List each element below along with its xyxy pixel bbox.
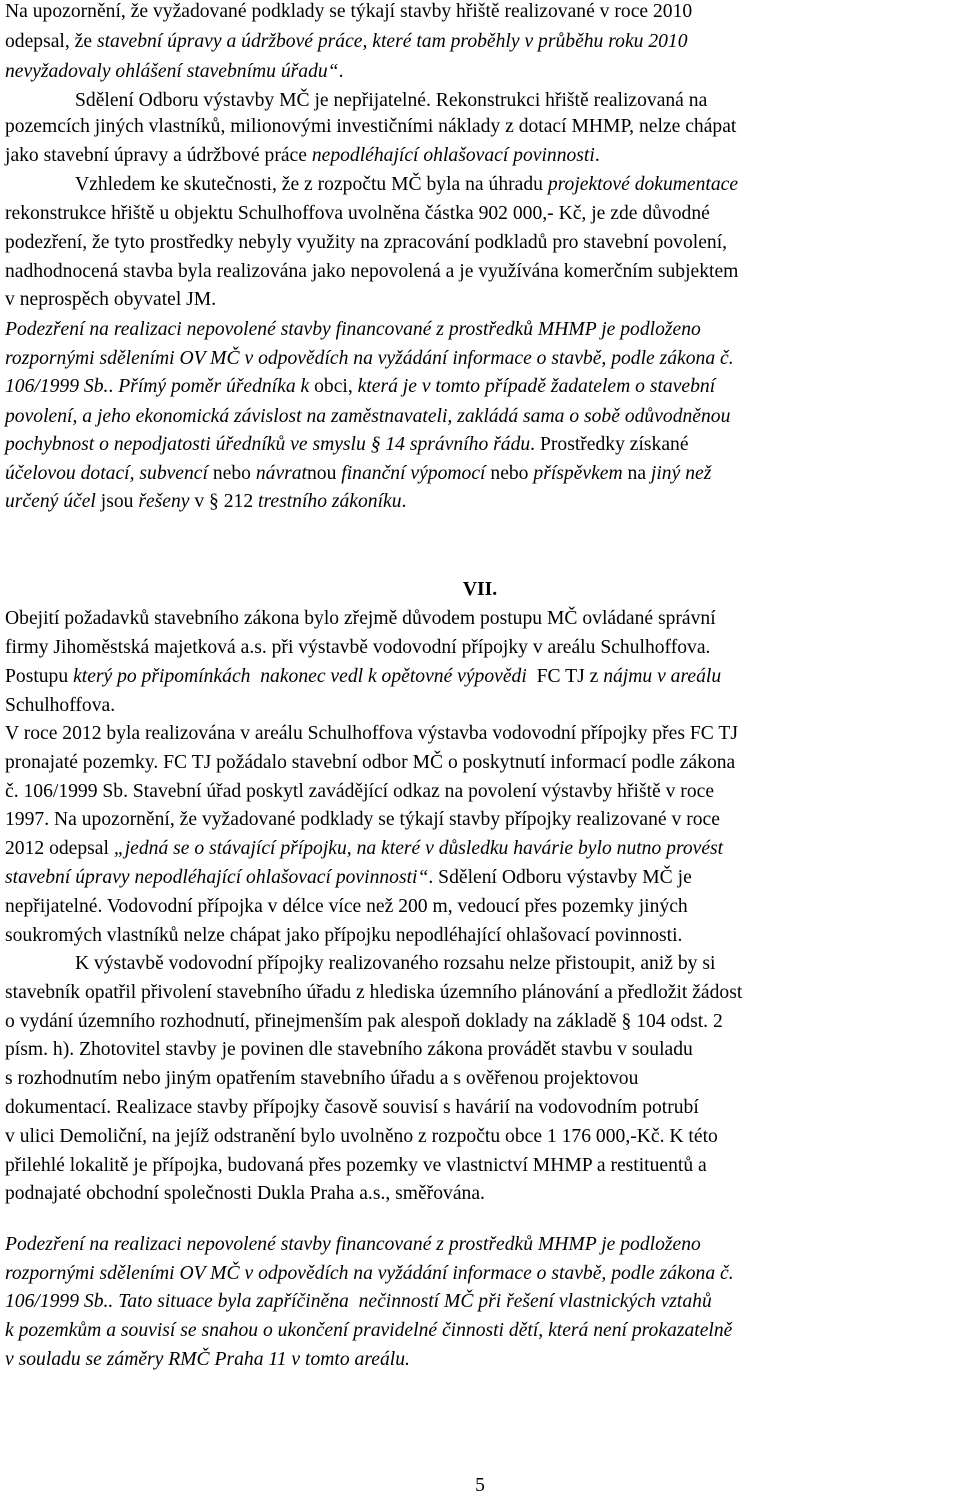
text-run: Podezření na realizaci nepovolené stavby financované z prostředků MHMP je podloženo [5,319,701,340]
text-line [5,924,682,948]
text-run: jsou [100,491,139,512]
text-run: nevyžadovaly ohlášení stavebnímu úřadu“ [5,61,339,82]
text-line [5,1233,701,1257]
text-run: „jedná se o stávající přípojku, na které v důsledku havárie bylo nutno provést [113,838,724,859]
text-run: . [108,376,119,397]
text-run: k pozemkům a souvisí se snahou o ukončení pravidelné činnosti dětí, která není prokazatelně [5,1320,733,1341]
text-run: pochybnost o nepodjatosti úředníků ve smyslu § 14 správního řádu [5,434,531,455]
text-line [5,1348,410,1372]
page-number: 5 [475,1475,485,1496]
text-line [5,0,692,24]
text-line [5,1154,707,1178]
text-run: . Prostředky získané [530,434,689,455]
text-run: obci, [314,376,358,397]
text-run: K výstavbě vodovodní přípojky realizovaného rozsahu nelze přistoupit, aniž by si [75,953,716,974]
text-line [5,231,727,255]
text-line [5,751,735,775]
text-run: podnajaté obchodní společnosti Dukla Praha a.s., směřována. [5,1183,485,1204]
text-line [75,952,715,976]
text-run: nepodléhající ohlašovací povinnosti [311,145,595,166]
text-line [5,808,720,832]
text-run: na [627,463,651,484]
text-line [5,665,721,689]
text-line [75,173,738,197]
text-run: s rozhodnutím nebo jiným opatřením stavebního úřadu a s ověřenou projektovou [5,1068,639,1089]
text-line [5,347,734,371]
text-run: rozpornými sděleními OV MČ v odpovědích na vyžádání informace o stavbě, podle zákona č. [5,1263,734,1284]
text-line [5,636,710,660]
text-run: Schulhoffova. [5,695,116,716]
text-run: stavební úpravy a údržbové práce, které tam proběhly v průběhu roku 2010 [96,31,688,52]
text-line [5,1125,718,1149]
text-line [5,288,216,312]
text-line [5,694,115,718]
text-run: FC TJ z [531,666,604,687]
text-line [5,1038,693,1062]
text-line [5,433,689,457]
text-line [5,260,738,284]
text-run: řešeny [138,491,195,512]
text-line [5,115,736,139]
text-line [5,1096,699,1120]
text-run: dokumentací. Realizace stavby přípojky časově souvisí s havárií na vodovodním potrubí [5,1097,699,1118]
text-run: finanční výpomocí [341,463,491,484]
text-run: Vzhledem ke skutečnosti, že z rozpočtu MČ byla na úhradu [75,174,548,195]
text-line [5,866,692,890]
text-line [5,1262,734,1286]
text-line [5,1319,732,1343]
text-run: Postupu [5,666,74,687]
text-run: jiný než [650,463,712,484]
text-run: stavební úpravy nepodléhající ohlašovací povinnosti“ [5,867,429,888]
text-run: určený účel [5,491,101,512]
text-run: nájmu v areálu [603,666,722,687]
text-run: rekonstrukce hřiště u objektu Schulhoffova uvolněna částka 902 000,- Kč, je zde důvodné [5,203,710,224]
text-run: účelovou dotací, subvencí [5,463,213,484]
text-run: odepsal, že [5,31,97,52]
text-run: v § 212 [194,491,259,512]
text-line [5,30,688,54]
text-line [5,1010,723,1034]
text-run: pronajaté pozemky. FC TJ požádalo stavební odbor MČ o poskytnutí informací podle zákona [5,752,736,773]
text-line [5,1290,712,1314]
text-run: trestního zákoníku [258,491,402,512]
text-run: 2012 odepsal [5,838,114,859]
text-run: Sdělení Odboru výstavby MČ je nepřijatelné. Rekonstrukci hřiště realizovaná na [75,90,708,111]
text-run: projektové dokumentace [547,174,739,195]
text-line [5,144,600,168]
text-run: nepřijatelné. Vodovodní přípojka v délce více než 200 m, vedoucí přes pozemky jiných [5,896,688,917]
text-line [5,60,344,84]
text-run: . [401,491,407,512]
section-heading: VII. [462,579,498,600]
text-run: firmy Jihoměstská majetková a.s. při výstavbě vodovodní přípojky v areálu Schulhoffova. [5,637,711,658]
text-run: příspěvkem [533,463,628,484]
text-line [5,202,710,226]
text-line [5,981,742,1005]
text-run: stavebník opatřil přivolení stavebního úřadu z hlediska územního plánování a předložit žádost [5,982,743,1003]
text-run: která je v tomto případě žadatelem o stavební [357,376,716,397]
text-run: který po připomínkách nakonec vedl k opětovné výpovědi [73,666,532,687]
text-run: Na upozornění, že vyžadované podklady se týkají stavby hřiště realizované v roce 2010 [5,1,693,22]
text-line [5,895,688,919]
text-run: v neprospěch obyvatel JM. [5,289,217,310]
text-run: přilehlé lokalitě je přípojka, budovaná přes pozemky ve vlastnictví MHMP a restituentů a [5,1155,707,1176]
text-run: v ulici Demoliční, na jejíž odstranění bylo uvolněno z rozpočtu obce 1 176 000,-Kč. K této [5,1126,718,1147]
text-run: v souladu se záměry RMČ Praha 11 v tomto areálu. [5,1349,410,1370]
text-run: 1997. Na upozornění, že vyžadované podklady se týkají stavby přípojky realizované v roce [5,809,720,830]
text-run: rozpornými sděleními OV MČ v odpovědích na vyžádání informace o stavbě, podle zákona č. [5,348,734,369]
text-run: nebo [490,463,534,484]
text-line [5,837,723,861]
text-run: Obejití požadavků stavebního zákona bylo zřejmě důvodem postupu MČ ovládané správní [5,608,716,629]
text-run: 106/1999 Sb.. Tato situace byla zapříčiněna nečinností MČ při řešení vlastnických vztahů [5,1291,712,1312]
text-run: Přímý poměr úředníka k [118,376,315,397]
text-run: návrat [255,463,307,484]
text-run: . [338,61,344,82]
text-run: soukromých vlastníků nelze chápat jako přípojku nepodléhající ohlašovací povinnosti. [5,925,683,946]
text-run: podezření, že tyto prostředky nebyly využity na zpracování podkladů pro stavební povolení, [5,232,728,253]
text-run: jako stavební úpravy a údržbové práce [5,145,312,166]
text-line [5,375,715,399]
text-run: V roce 2012 byla realizována v areálu Schulhoffova výstavba vodovodní přípojky přes FC TJ [5,723,738,744]
text-run: č. 106/1999 Sb. Stavební úřad poskytl zavádějící odkaz na povolení výstavby hřiště v roce [5,781,715,802]
text-line [5,1067,638,1091]
text-run: . Sdělení Odboru výstavby MČ je [428,867,692,888]
text-run: pozemcích jiných vlastníků, milionovými investičními náklady z dotací MHMP, nelze chápat [5,116,737,137]
text-run: nebo [212,463,256,484]
text-run: o vydání územního rozhodnutí, přinejmenším pak alespoň doklady na základě § 104 odst. 2 [5,1011,723,1032]
text-run: povolení, a jeho ekonomická závislost na zaměstnavateli, zakládá sama o sobě odůvodněnou [5,406,731,427]
text-line [5,1182,485,1206]
text-run: nou [307,463,342,484]
text-run: nadhodnocená stavba byla realizována jako nepovolená a je využívána komerčním subjektem [5,261,739,282]
text-run: . [594,145,600,166]
text-line [5,780,714,804]
text-run: 106/1999 Sb. [5,376,109,397]
text-line [5,462,711,486]
text-line [5,318,701,342]
text-run: písm. h). Zhotovitel stavby je povinen dle stavebního zákona provádět stavbu v souladu [5,1039,693,1060]
text-line [5,405,730,429]
text-line [5,490,406,514]
text-run: Podezření na realizaci nepovolené stavby financované z prostředků MHMP je podloženo [5,1234,701,1255]
text-line [5,722,738,746]
text-line [75,89,707,113]
text-line [5,607,716,631]
